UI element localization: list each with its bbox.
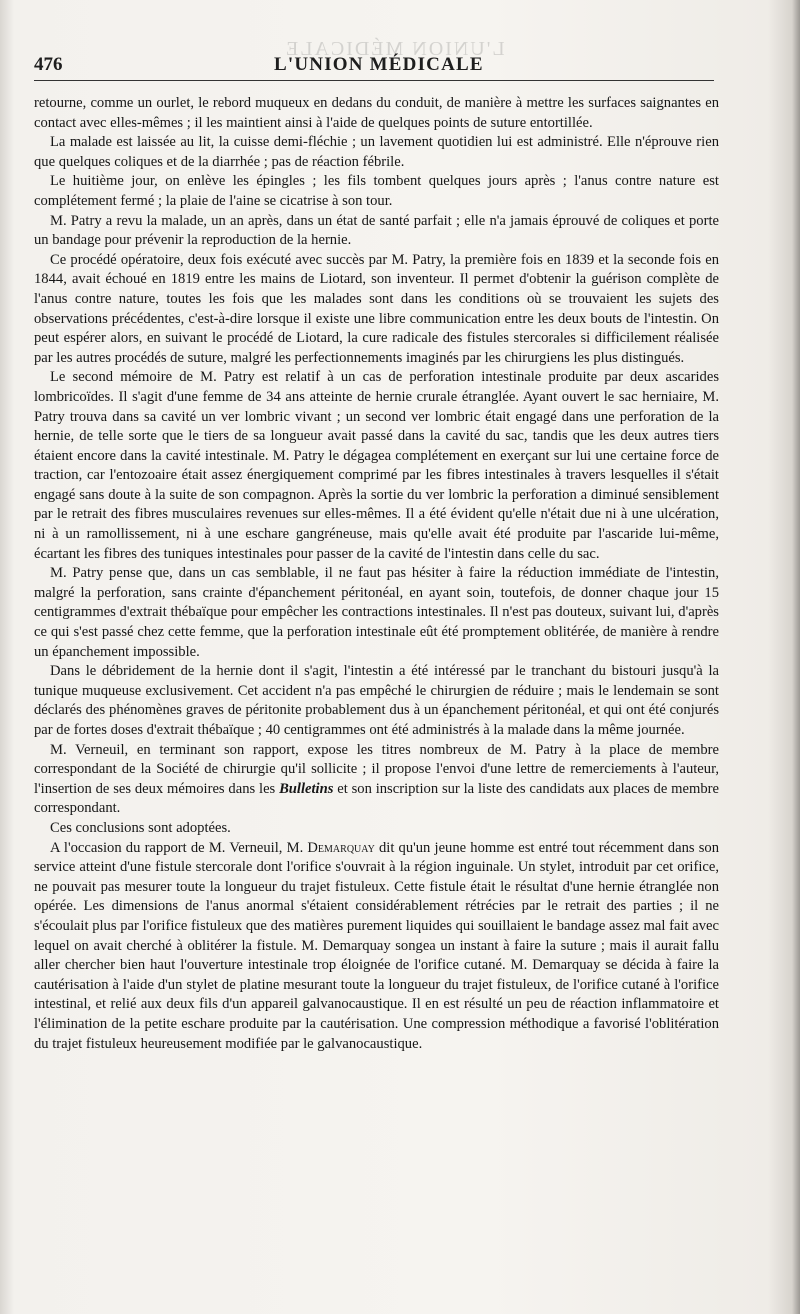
- paragraph: Le second mémoire de M. Patry est relatif à un cas de perforation intestinale produite par deux ascarides lombricoïdes. Il s'agit d'une femme de 34 ans atteinte de hernie crurale étranglée. Ayant ouvert le sac herniaire, M. Patry trouva dans sa cavité un ver lombric vivant ; un second ver lombric était engagé dans une perforation de la hernie, de telle sorte que le tiers de sa longueur avait passé dans la cavité du sac, tandis que les deux autres tiers étaient encore dans la cavité intestinale. M. Patry le dégagea complétement en exerçant sur lui une certaine force de traction, car l'entozoaire était assez énergiquement comprimé par les fibres intestinales à travers lesquelles il s'était engagé sans doute à la suite de son compagnon. Après la sortie du ver lombric la perforation a diminué sensiblement par le retrait des fibres musculaires revenues sur elles-mêmes. Il a été évident qu'elle n'était due ni à une ulcération, ni à un ramollissement, ni à une eschare gangréneuse, mais qu'elle avait été produite par l'ascaride lui-même, écartant les fibres des tuniques intestinales pour passer de la cavité de l'intestin dans celle du sac.: [34, 369, 719, 562]
- paragraph: Dans le débridement de la hernie dont il s'agit, l'intestin a été intéressé par le tranchant du bistouri jusqu'à la tunique muqueuse exclusivement. Cet accident n'a pas empêché le chirurgien de réduire ; mais le lendemain se sont déclarés des phénomènes graves de péritonite probablement dus à un épanchement péritonéal, et qui ont été conjurés par de fortes doses d'extrait thébaïque ; 40 centigrammes ont été administrés à la malade dans la même journée.: [34, 663, 719, 738]
- paragraph: M. Patry a revu la malade, un an après, dans un état de santé parfait ; elle n'a jamais éprouvé de coliques et porte un bandage pour prévenir la reproduction de la hernie.: [34, 212, 719, 249]
- paragraph-text: A l'occasion du rapport de M. Verneuil, M.: [50, 839, 308, 856]
- body-text: [34, 94, 719, 1054]
- author-name: Demarquay: [307, 839, 375, 856]
- paragraph: retourne, comme un ourlet, le rebord muqueux en dedans du conduit, de manière à mettre les surfaces saignantes en contact avec elles-mêmes ; il les maintient ainsi à l'aide de quelques points de suture entortillée.: [34, 95, 719, 131]
- page-header: [34, 54, 712, 76]
- paragraph-verneuil: [34, 741, 719, 819]
- running-title: L'UNION MÉDICALE: [274, 54, 484, 75]
- paragraph: La malade est laissée au lit, la cuisse demi-fléchie ; un lavement quotidien lui est administré. Elle n'éprouve rien que quelques coliques et de la diarrhée ; pas de réaction fébrile.: [34, 134, 719, 170]
- bleed-through-text: L'UNION MÉDICALE: [284, 38, 505, 60]
- bulletins-italic: Bulletins: [279, 780, 334, 797]
- paragraph-text: dit qu'un jeune homme est entré tout récemment dans son service atteint d'une fistule stercorale dont l'orifice s'ouvrait à la région inguinale. Un stylet, introduit par cet orifice, ne pouvait pas mesurer toute la longueur du trajet fistuleux. Cette fistule était le résultat d'une hernie étranglée non opérée. Les dimensions de l'anus anormal s'étaient considérablement rétrécies par le retrait des parties ; il ne s'écoulait plus par l'orifice fistuleux que des matières purement liquides qui souillaient le bandage assez mal fait avec lequel on avait cherché à oblitérer la fistule. M. Demarquay songea un instant à faire la suture ; mais il aurait fallu aller chercher bien haut l'ouverture intestinale trop éloignée de l'orifice cutané. M. Demarquay se décida à faire la cautérisation à l'aide d'un stylet de platine mesurant toute la longueur du trajet fistuleux, de l'orifice cutané à l'orifice intestinal, et relié aux deux fils d'un appareil galvanocaustique. Il en est résulté un peu de réaction inflammatoire et l'élimination de la petite eschare produite par la cautérisation. Une compression méthodique a favorisé l'oblitération du trajet fistuleux heureusement modifiée par le galvanocaustique.: [34, 839, 719, 1052]
- header-rule: [34, 80, 714, 81]
- page-number: 476: [34, 54, 63, 75]
- paragraph: Ce procédé opératoire, deux fois exécuté avec succès par M. Patry, la première fois en 1839 et la seconde fois en 1844, avait échoué en 1819 entre les mains de Liotard, son inventeur. Il permet d'obtenir la guérison complète de l'anus contre nature, toutes les fois que les malades sont dans les conditions où se trouvaient les sujets des observations précédentes, c'est-à-dire lorsque il existe une libre communication entre les deux bouts de l'intestin. On peut espérer alors, en suivant le procédé de Liotard, la cure radicale des fistules stercorales si difficilement réalisée par les autres procédés de suture, malgré les perfectionnements imaginés par les chirurgiens les plus distingués.: [34, 251, 719, 366]
- paragraph-text: M. Verneuil, en terminant son rapport, expose les titres nombreux de M. Patry à la place de membre correspondant de la Société de chirurgie qu'il sollicite ; il propose l'envoi d'une lettre de remerciements à l'auteur, l'insertion de ses deux mémoires dans les: [34, 741, 719, 797]
- paragraph: M. Patry pense que, dans un cas semblable, il ne faut pas hésiter à faire la réduction immédiate de l'intestin, malgré la perforation, sans crainte d'épanchement péritonéal, en ayant soin, toutefois, de donner chaque jour 15 centigrammes d'extrait thébaïque pour empêcher les contractions intestinales. Il n'est pas douteux, suivant lui, d'après ce qui s'est passé chez cette femme, que la perforation intestinale eût été promptement oblitérée, de manière à rendre un épanchement impossible.: [34, 565, 719, 660]
- paragraph: Ces conclusions sont adoptées.: [50, 819, 231, 836]
- paragraph: Le huitième jour, on enlève les épingles ; les fils tombent quelques jours après ; l'anus contre nature est complétement fermé ; la plaie de l'aine se cicatrise à son tour.: [34, 173, 719, 209]
- paragraph-demarquay: [34, 839, 719, 1055]
- paragraph-text: et son inscription sur la liste des candidats aux places de membre correspondant.: [34, 780, 719, 817]
- page-edge-shadow: [792, 0, 800, 1314]
